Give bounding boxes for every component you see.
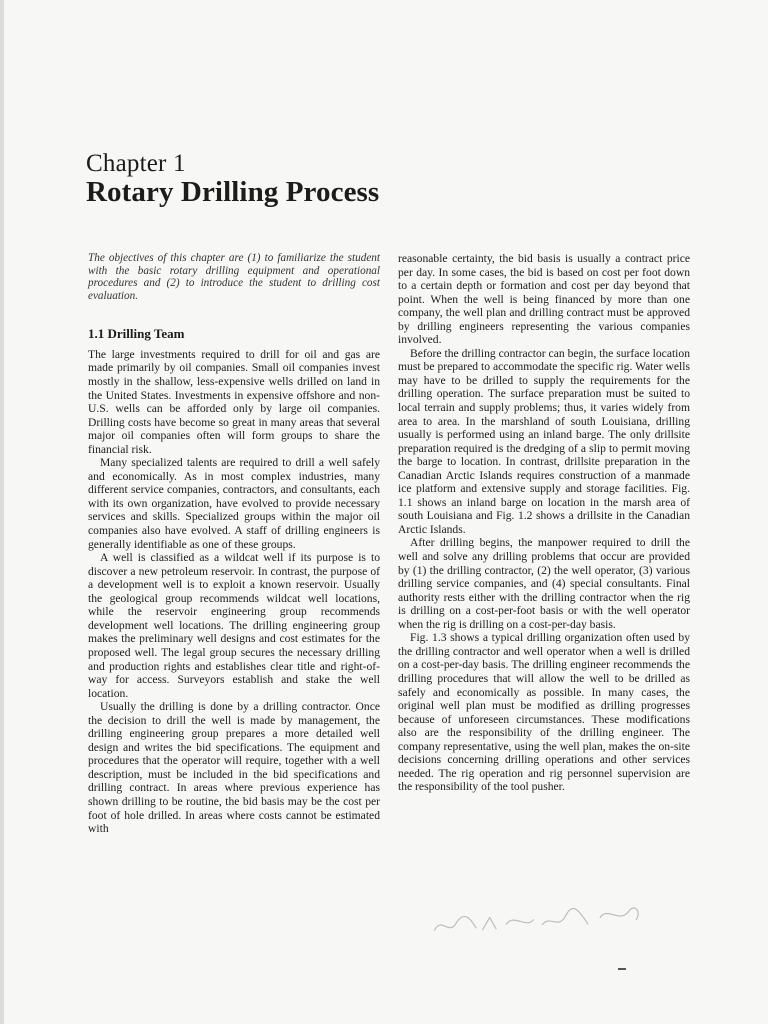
paragraph: Usually the drilling is done by a drilling contractor. Once the decision to drill the well is made by management, the drilling engineering group prepares a more detailed well design and writes the bid specifications. The equipment and procedures that the operator will require, together with a well description, must be included in the bid specifications and drilling contract. In areas where previous experience has shown drilling to be routine, the bid basis may be the cost per foot of hole drilled. In areas where costs cannot be estimated with: [88, 700, 380, 836]
chapter-title: Rotary Drilling Process: [86, 176, 380, 208]
left-column: [88, 252, 380, 836]
paragraph: Many specialized talents are required to drill a well safely and economically. As in most complex industries, many different service companies, contractors, and consultants, each with its own organization, have evolved to provide necessary services and skills. Specialized groups within the major oil companies also have evolved. A staff of drilling engineers is generally identifiable as one of these groups.: [88, 456, 380, 551]
chapter-objectives: The objectives of this chapter are (1) to familiarize the student with the basic rotary drilling equipment and operational procedures and (2) to introduce the student to drilling cost evaluation.: [88, 252, 380, 302]
paragraph: The large investments required to drill for oil and gas are made primarily by oil companies. Small oil companies invest mostly in the shallow, less-expensive wells drilled on land in the United States. Investments in expensive offshore and non-U.S. wells can be afforded only by large oil companies. Drilling costs have become so great in many areas that several major oil companies often will form groups to share the financial risk.: [88, 347, 380, 456]
chapter-label: Chapter 1: [86, 150, 186, 177]
page-edge-shadow: [0, 0, 4, 1024]
paragraph: After drilling begins, the manpower required to drill the well and solve any drilling problems that occur are provided by (1) the drilling contractor, (2) the well operator, (3) various drilling service companies, and (4) special consultants. Final authority rests either with the drilling contractor when the rig is drilling on a cost-per-foot basis or with the well operator when the rig is drilling on a cost-per-day basis.: [398, 536, 690, 631]
handwritten-signature: [429, 899, 650, 944]
page-mark: [618, 968, 626, 970]
section-heading: 1.1 Drilling Team: [88, 326, 185, 342]
paragraph: Fig. 1.3 shows a typical drilling organization often used by the drilling contractor and well operator when a well is drilled on a cost-per-day basis. The drilling engineer recommends the drilling procedures that will allow the well to be drilled as safely and economically as possible. In many cases, the original well plan must be modified as drilling progresses because of unforeseen circumstances. These modifications also are the responsibility of the drilling engineer. The company representative, using the well plan, makes the on-site decisions concerning drilling operations and other services needed. The rig operation and rig personnel supervision are the responsibility of the tool pusher.: [398, 631, 690, 794]
right-column: [398, 252, 690, 794]
paragraph: Before the drilling contractor can begin, the surface location must be prepared to accommodate the specific rig. Water wells may have to be drilled to supply the requirements for the drilling operation. The surface preparation must be suited to local terrain and supply problems; thus, it varies widely from area to area. In the marshland of south Louisiana, drilling usually is performed using an inland barge. The only drillsite preparation required is the dredging of a slip to permit moving the barge to location. In contrast, drillsite preparation in the Canadian Arctic Islands requires construction of a manmade ice platform and extensive supply and storage facilities. Fig. 1.1 shows an inland barge on location in the marsh area of south Louisiana and Fig. 1.2 shows a drillsite in the Canadian Arctic Islands.: [398, 346, 690, 536]
paragraph: reasonable certainty, the bid basis is usually a contract price per day. In some cases, the bid is based on cost per foot down to a certain depth or formation and cost per day beyond that point. When the well is being financed by more than one company, the well plan and drilling contract must be approved by drilling engineers representing the various companies involved.: [398, 252, 690, 347]
signature-scribble: [429, 899, 650, 940]
paragraph: A well is classified as a wildcat well if its purpose is to discover a new petroleum reservoir. In contrast, the purpose of a development well is to exploit a known reservoir. Usually the geological group recommends wildcat well locations, while the reservoir engineering group recommends development well locations. The drilling engineering group makes the preliminary well designs and cost estimates for the proposed well. The legal group secures the necessary drilling and production rights and establishes clear title and right-of-way for access. Surveyors establish and stake the well location.: [88, 551, 380, 700]
